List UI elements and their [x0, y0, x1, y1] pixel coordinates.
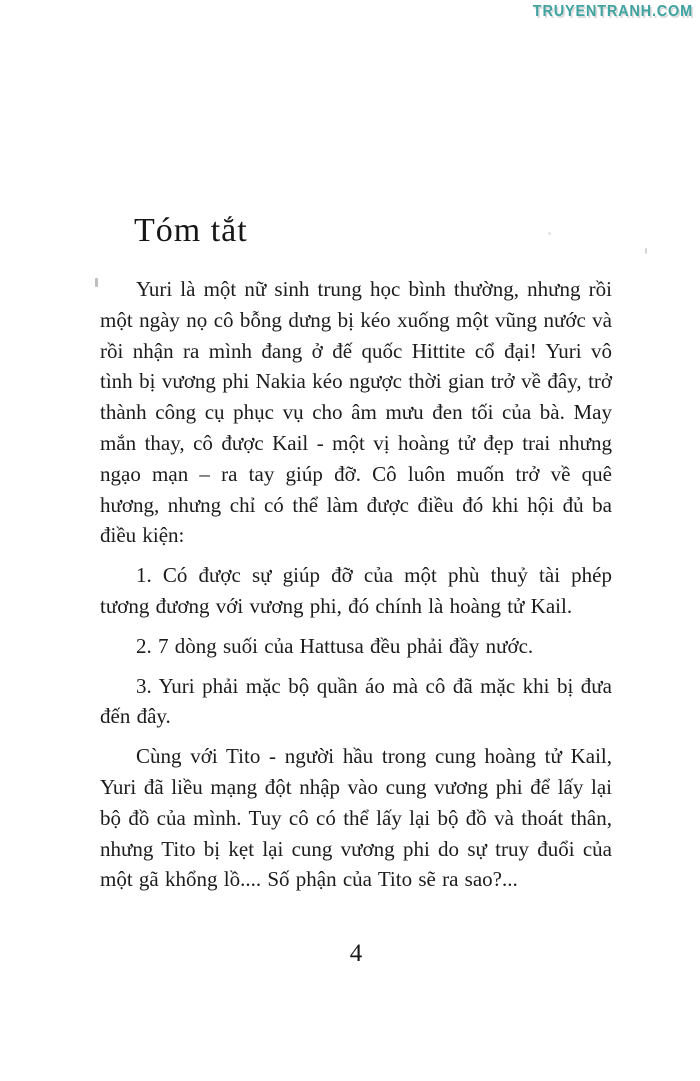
page-content	[100, 212, 612, 895]
condition-item-2: 2. 7 dòng suối của Hattusa đều phải đầy nước.	[136, 633, 534, 658]
scan-artifact	[95, 278, 98, 287]
page-title: Tóm tắt	[134, 212, 248, 249]
site-watermark: TRUYENTRANH.COM	[532, 3, 693, 21]
summary-paragraph-closing: Cùng với Tito - người hầu trong cung hoàng tử Kail, Yuri đã liều mạng đột nhập vào cung vương phi để lấy lại bộ đồ của mình. Tuy cô có thể lấy lại bộ đồ và thoát thân, nhưng Tito bị kẹt lại cung vương phi do sự truy đuổi của một gã khổng lồ.... Số phận của Tito sẽ ra sao?...	[100, 744, 612, 892]
condition-item-1: 1. Có được sự giúp đỡ của một phù thuỷ tài phép tương đương với vương phi, đó chính là hoàng tử Kail.	[100, 563, 612, 618]
condition-item-3: 3. Yuri phải mặc bộ quần áo mà cô đã mặc khi bị đưa đến đây.	[100, 673, 612, 729]
summary-paragraph-intro: Yuri là một nữ sinh trung học bình thường, nhưng rồi một ngày nọ cô bỗng dưng bị kéo xuống một vũng nước và rồi nhận ra mình đang ở đế quốc Hittite cổ đại! Yuri vô tình bị vương phi Nakia kéo ngược thời gian trở về đây, trở thành công cụ phục vụ cho âm mưu đen tối của bà. May mắn thay, cô được Kail - một vị hoàng tử đẹp trai nhưng ngạo mạn – ra tay giúp đỡ. Cô luôn muốn trở về quê hương, nhưng chỉ có thể làm được điều đó khi hội đủ ba điều kiện:	[100, 277, 612, 548]
page-number: 4	[349, 940, 363, 967]
scan-artifact	[645, 248, 647, 254]
